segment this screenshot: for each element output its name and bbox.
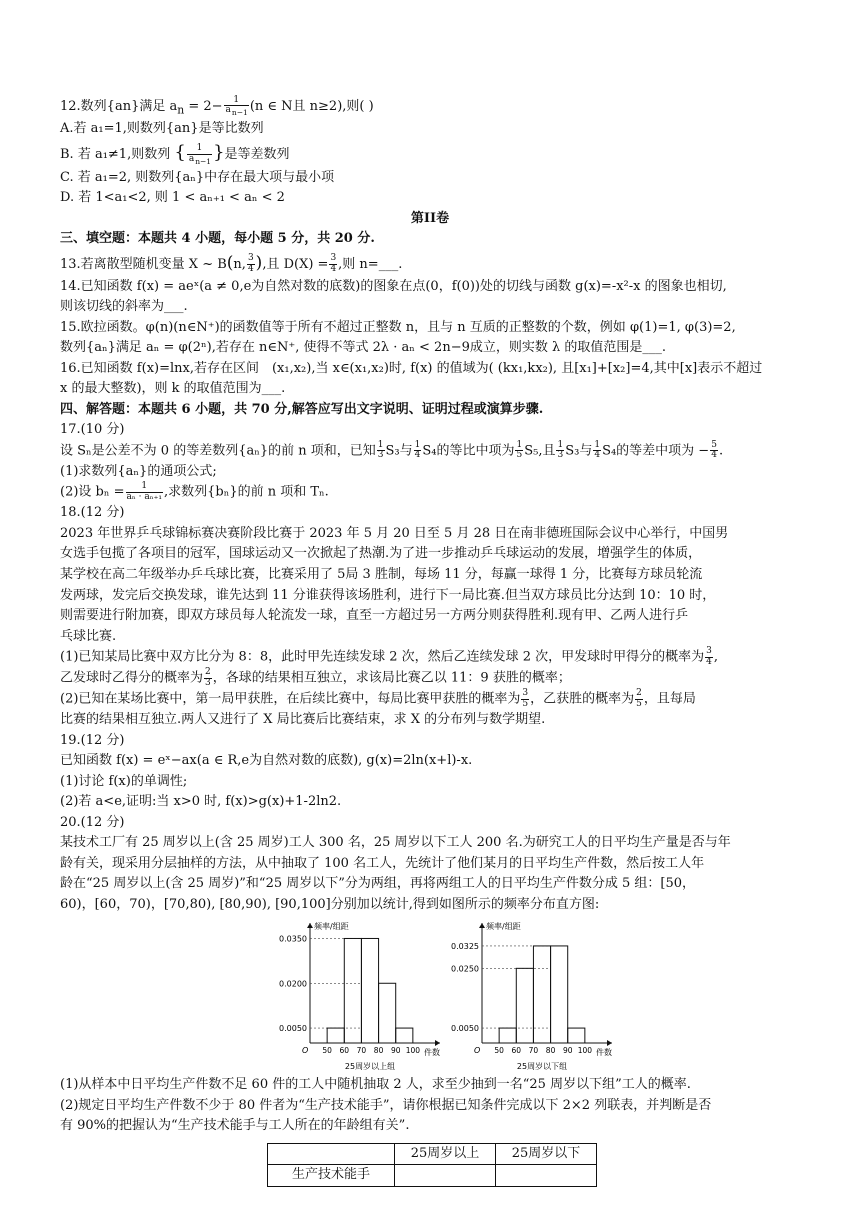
- q17-frac5: [593, 441, 601, 461]
- q12-frac-den-a: a: [225, 105, 231, 116]
- q12-stem-sub: n: [177, 103, 185, 117]
- q18-p1-frac2: [204, 668, 212, 688]
- q12-option-b-frac-den: [187, 155, 212, 166]
- y-axis-arrow: [479, 923, 485, 928]
- y-tick-label: 0.0050: [279, 1024, 307, 1034]
- q17-frac2: [414, 441, 422, 461]
- q18-p2-b: ，乙获胜的概率为: [530, 691, 635, 707]
- q17-head: 17.(10 分): [60, 422, 125, 438]
- q12-stem-tail: (n ∈ N且 n≥2),则( ): [249, 99, 374, 115]
- q13-p-fraction: [247, 254, 255, 274]
- q12-option-b-frac-den-sub: n−1: [195, 156, 212, 166]
- q15-line2: 数列{aₙ}满足 aₙ = φ(2ⁿ),若存在 n∈N⁺, 使得不等式 2λ · aₙ < 2n−9成立，则实数 λ 的取值范围是___.: [60, 340, 666, 356]
- y-tick-label: 0.0250: [451, 964, 479, 974]
- q17-frac4: [556, 441, 564, 461]
- chart-title: 25周岁以下组: [516, 1062, 568, 1072]
- q18-p2-frac2: [635, 689, 643, 709]
- x-tick-label: 80: [545, 1046, 556, 1056]
- x-tick-label: 70: [356, 1046, 367, 1056]
- section4-heading: 四、解答题：本题共 6 小题，共 70 分,解答应写出文字说明、证明过程或演算步骤.: [60, 401, 544, 417]
- y-axis-label: 频率/组距: [486, 922, 521, 932]
- q18-line2: 女选手包揽了各项目的冠军，国球运动又一次掀起了热潮.为了进一步推动乒乓球运动的发展，增强学生的体质，: [60, 546, 702, 562]
- q17-f1-num: 1: [377, 439, 384, 450]
- q17-f6-den: 4: [711, 450, 717, 461]
- q16-line2: x 的最大整数)，则 k 的取值范围为___.: [60, 381, 286, 397]
- q17-l1-b: S₃与: [385, 443, 413, 459]
- q17-f6-num: 5: [711, 439, 717, 450]
- chart-title: 25周岁以上组: [344, 1062, 396, 1072]
- q18-p2-f2-den: 5: [636, 698, 642, 709]
- q13-paren-right: ): [255, 252, 263, 273]
- q18-p2-f2-num: 2: [636, 688, 642, 699]
- q18-p2-frac1: [521, 689, 529, 709]
- table-cell-over-25: [395, 1165, 496, 1187]
- q18-p1-f1-den: 4: [706, 656, 712, 667]
- q19-part1: (1)讨论 f(x)的单调性;: [60, 773, 188, 789]
- x-tick-label: 70: [528, 1046, 539, 1056]
- q17-part2: [60, 482, 800, 503]
- q18-part2-line1: [60, 689, 800, 710]
- table-header-under-25: 25周岁以下: [496, 1143, 597, 1165]
- q18-p1-c: ，各球的结果相互独立，求该局比赛乙以 11：9 获胜的概率；: [212, 670, 571, 686]
- q12-option-b: [60, 139, 800, 167]
- q13-d-num: 3: [330, 253, 337, 264]
- q13: [60, 250, 800, 277]
- table-cell-under-25: [496, 1165, 597, 1187]
- x-tick-label: 50: [322, 1046, 332, 1056]
- q13-mid: ,且 D(X) =: [262, 256, 329, 272]
- q17-line1: [60, 441, 800, 462]
- bar: [396, 1028, 413, 1043]
- bar: [499, 1028, 516, 1043]
- q13-paren-left: (: [226, 252, 234, 273]
- q18-line3: 某学校在高二年级举办乒乓球比赛，比赛采用了 5局 3 胜制，每场 11 分，每赢一球得 1 分，比赛每方球员轮流: [60, 567, 703, 583]
- q20-part2-line2: 有 90%的把握认为“生产技术能手与工人所在的年龄组有关”.: [60, 1118, 410, 1134]
- table-header-blank: [268, 1143, 395, 1165]
- q18-p1-f1-num: 3: [706, 646, 712, 657]
- q18-line4: 发两球，发完后交换发球，谁先达到 11 分谁获得该场胜利，进行下一局比赛.但当双方球员比分达到 10：10 时，: [60, 587, 716, 603]
- q17-p2-num: 1: [126, 482, 163, 492]
- y-tick-label: 0.0325: [451, 942, 479, 952]
- q13-post: ,则 n=: [338, 256, 379, 272]
- q18-line6: 乓球比赛.: [60, 628, 117, 644]
- x-tick-label: 100: [405, 1046, 421, 1056]
- q13-blank: ___.: [378, 256, 403, 272]
- section3-heading: 三、填空题：本题共 4 小题，每小题 5 分，共 20 分.: [60, 231, 375, 247]
- q20-line1: 某技术工厂有 25 周岁以上(含 25 周岁)工人 300 名，25 周岁以下工人 200 名.为研究工人的日平均生产量是否与年: [60, 835, 731, 851]
- origin-label: O: [302, 1046, 309, 1056]
- q13-p-den: 4: [247, 263, 254, 274]
- bar: [568, 1028, 585, 1043]
- q12-option-b-frac-num: 1: [187, 144, 212, 154]
- q17-part1: (1)求数列{aₙ}的通项公式;: [60, 463, 217, 479]
- q12-option-a: A.若 a₁=1,则数列{an}是等比数列: [60, 120, 264, 136]
- q12-option-d: D. 若 1<a₁<2, 则 1 < aₙ₊₁ < aₙ < 2: [60, 190, 285, 206]
- y-tick-label: 0.0200: [279, 979, 307, 989]
- histogram-under-25: [440, 915, 620, 1075]
- origin-label: O: [474, 1046, 481, 1056]
- y-tick-label: 0.0050: [451, 1024, 479, 1034]
- q18-head: 18.(12 分): [60, 505, 125, 521]
- q17-p2-fraction: [126, 482, 163, 502]
- q13-n: n,: [233, 256, 246, 272]
- q12-brace-left: {: [174, 142, 186, 164]
- contingency-table: [267, 1143, 597, 1187]
- x-tick-label: 90: [562, 1046, 573, 1056]
- q20-line2: 龄有关，现采用分层抽样的方法，从中抽取了 100 名工人，先统计了他们某月的日平均生产件数，然后按工人年: [60, 855, 705, 871]
- part2-title: 第II卷: [410, 210, 450, 226]
- table-row: [268, 1165, 597, 1187]
- histograms: [60, 915, 800, 1075]
- q19-line1: 已知函数 f(x) = eˣ−ax(a ∈ R,e为自然对数的底数), g(x)=2ln(x+l)-x.: [60, 753, 473, 769]
- q19-head: 19.(12 分): [60, 732, 125, 748]
- q20-part2-line1: (2)规定日平均生产件数不少于 80 件者为“生产技术能手”，请你根据已知条件完成以下 2×2 列联表，并判断是否: [60, 1097, 712, 1113]
- q12-brace-right: }: [213, 142, 225, 164]
- q12-fraction: [224, 96, 249, 117]
- q12-option-b-fraction: [187, 144, 212, 165]
- bar: [551, 946, 568, 1043]
- q17-f2-num: 1: [414, 439, 421, 450]
- q19-part2: (2)若 a<e,证明:当 x>0 时, f(x)>g(x)+1-2ln2.: [60, 794, 342, 810]
- q17-p2-pre: (2)设 bₙ =: [60, 484, 125, 500]
- q12-frac-den-sub: n−1: [231, 108, 248, 118]
- histogram-over-25: [268, 915, 448, 1075]
- q18-p1-f2-den: 3: [205, 677, 211, 688]
- bar: [516, 969, 533, 1044]
- bar: [533, 946, 550, 1043]
- q12-option-c: C. 若 a₁=2, 则数列{aₙ}中存在最大项与最小项: [60, 169, 335, 185]
- q20-line3: 龄在“25 周岁以上(含 25 周岁)”和“25 周岁以下”分为两组，再将两组工人的日平均生产件数分成 5 组：[50，: [60, 876, 696, 892]
- q12-stem: [60, 96, 800, 119]
- q17-f1-den: 3: [377, 450, 384, 461]
- q17-l1-g: .: [718, 443, 724, 459]
- q18-p2-a: (2)已知在某场比赛中，第一局甲获胜，在后续比赛中，每局比赛甲获胜的概率为: [60, 691, 521, 707]
- q14-line2: 则该切线的斜率为___.: [60, 299, 188, 315]
- q18-p1-f2-num: 2: [205, 667, 211, 678]
- x-axis-arrow: [607, 1040, 612, 1046]
- q18-line5: 则需要进行附加赛，即双方球员每人轮流发一球，直至一方超过另一方两分则获得胜利.现有甲、乙两人进行乒: [60, 608, 689, 624]
- x-tick-label: 50: [494, 1046, 504, 1056]
- q17-l1-c: S₄的等比中项为: [422, 443, 515, 459]
- y-axis-arrow: [307, 923, 313, 928]
- q17-frac3: [515, 441, 523, 461]
- q12-stem-text: 12.数列{an}满足 a: [60, 99, 178, 115]
- q18-p2-c: ，且每局: [643, 691, 696, 707]
- q20-line4: 60)，[60，70)，[70,80), [80,90), [90,100]分别加以统计,得到如图所示的频率分布直方图:: [60, 896, 600, 912]
- q17-l1-f: S₄的等差中项为 −: [602, 443, 710, 459]
- x-tick-label: 80: [373, 1046, 384, 1056]
- table-header-over-25: 25周岁以上: [395, 1143, 496, 1165]
- q16-line1: 16.已知函数 f(x)=lnx,若存在区间 (x₁,x₂),当 x∈(x₁,x₂)时, f(x) 的值域为( (kx₁,kx₂), 且[x₁]+[x₂]=4,其中[x]表示不超过: [60, 360, 763, 376]
- x-tick-label: 90: [390, 1046, 401, 1056]
- q18-line1: 2023 年世界乒乓球锦标赛决赛阶段比赛于 2023 年 5 月 20 日至 5 月 28 日在南非德班国际会议中心举行，中国男: [60, 525, 729, 541]
- q18-p2-f1-num: 3: [522, 688, 529, 699]
- bar: [361, 939, 378, 1044]
- q18-part2-line2: 比赛的结果相互独立.两人又进行了 X 局比赛后比赛结束，求 X 的分布列与数学期望.: [60, 712, 546, 728]
- q14-line1: 14.已知函数 f(x) = aeˣ(a ≠ 0,e为自然对数的底数)的图象在点(0，f(0))处的切线与函数 g(x)=-x²-x 的图象也相切,: [60, 278, 727, 294]
- y-axis-label: 频率/组距: [314, 922, 349, 932]
- q13-pre: 13.若离散型随机变量 X ~ B: [60, 256, 227, 272]
- q17-f3-num: 1: [516, 439, 523, 450]
- q12-option-b-post: 是等差数列: [224, 147, 290, 163]
- q17-frac6: [710, 441, 718, 461]
- table-cell-label: 生产技术能手: [268, 1165, 395, 1187]
- bar: [344, 939, 361, 1044]
- q18-part1-line2: [60, 668, 800, 689]
- q18-p1-frac1: [705, 647, 713, 667]
- q12-stem-eq: = 2−: [184, 99, 223, 115]
- q17-p2-den: aₙ · aₙ₊₁: [126, 491, 162, 502]
- q12-option-b-frac-den-a: a: [188, 153, 195, 164]
- q12-option-b-pre: B. 若 a₁≠1,则数列: [60, 147, 171, 163]
- q17-l1-a: 设 Sₙ是公差不为 0 的等差数列{aₙ}的前 n 项和，已知: [60, 443, 376, 459]
- q18-p2-f1-den: 5: [522, 698, 529, 709]
- q18-part1-line1: (1)已知某局比赛中双方比分为 8：8，此时甲先连续发球 2 次，然后乙连续发球 2 次，甲发球时甲得分的概率为 $\frac{3}{4}$ ,: [60, 646, 719, 667]
- bar: [327, 1028, 344, 1043]
- table-header-row: [268, 1143, 597, 1165]
- q17-l1-d: S₅,且: [524, 443, 556, 459]
- q13-p-num: 3: [247, 253, 254, 264]
- x-axis-label: 件数: [424, 1048, 440, 1058]
- q17-f4-num: 1: [557, 439, 564, 450]
- q15-line1: 15.欧拉函数。φ(n)(n∈N⁺)的函数值等于所有不超过正整数 n，且与 n 互质的正整数的个数，例如 φ(1)=1, φ(3)=2,: [60, 319, 736, 335]
- x-tick-label: 60: [511, 1046, 522, 1056]
- q17-f2-den: 4: [414, 450, 421, 461]
- q20-head: 20.(12 分): [60, 814, 125, 830]
- q17-f5-den: 4: [594, 450, 601, 461]
- q17-f3-den: 5: [516, 450, 523, 461]
- q17-l1-e: S₃与: [565, 443, 593, 459]
- q17-f4-den: 3: [557, 450, 564, 461]
- q12-frac-den: [224, 106, 249, 117]
- q17-p2-post: ,求数列{bₙ}的前 n 项和 Tₙ.: [164, 484, 329, 500]
- x-tick-label: 60: [339, 1046, 350, 1056]
- q18-p1-b: 乙发球时乙得分的概率为: [60, 670, 204, 686]
- q20-part1: (1)从样本中日平均生产件数不足 60 件的工人中随机抽取 2 人，求至少抽到一名“25 周岁以下组”工人的概率.: [60, 1077, 691, 1093]
- bar: [379, 984, 396, 1044]
- q12-frac-num: 1: [224, 96, 249, 106]
- q13-d-den: 4: [330, 263, 337, 274]
- q17-f5-num: 1: [594, 439, 601, 450]
- exam-page: [60, 96, 800, 1187]
- q17-frac1: [377, 441, 385, 461]
- x-tick-label: 100: [577, 1046, 593, 1056]
- q18-p1-a: (1)已知某局比赛中双方比分为 8：8，此时甲先连续发球 2 次，然后乙连续发球 2 次，甲发球时甲得分的概率为: [60, 649, 705, 665]
- x-axis-label: 件数: [596, 1048, 612, 1058]
- q13-d-fraction: [329, 254, 337, 274]
- y-tick-label: 0.0350: [279, 934, 307, 944]
